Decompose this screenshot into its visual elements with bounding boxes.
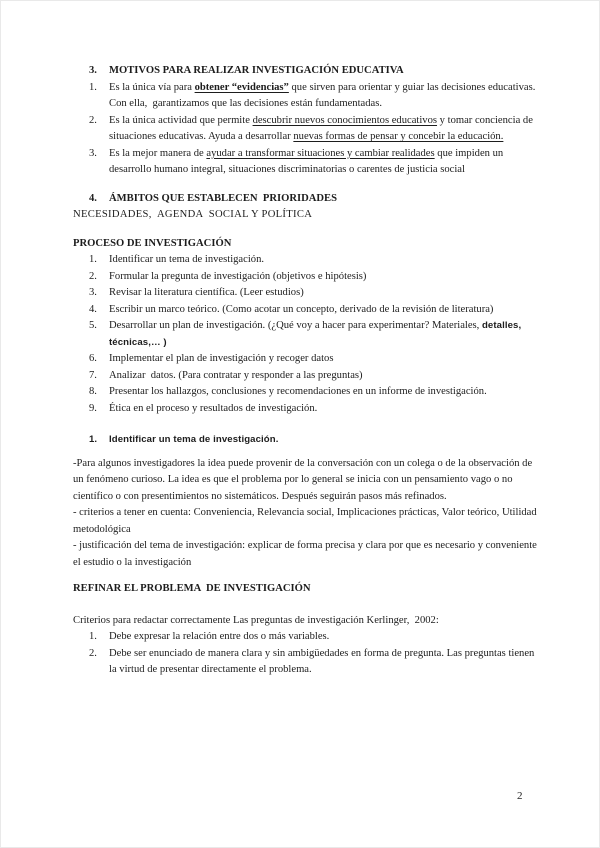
text-segment: que impiden un desarrollo humano integral, situaciones discriminatorias o carentes de justicia social xyxy=(109,147,506,175)
list-item-text xyxy=(109,285,538,302)
text-segment: Identificar un tema de investigación. xyxy=(109,254,265,265)
list-item-number: 1. xyxy=(89,254,97,265)
text-segment: Presentar los hallazgos, conclusiones y recomendaciones en un informe de investigación. xyxy=(109,386,487,397)
text-segment: ayudar a transformar situaciones y cambiar realidades xyxy=(206,147,435,159)
list-item xyxy=(89,368,538,385)
text-segment: Es la única actividad que permite xyxy=(109,114,253,126)
list-item-number: 3. xyxy=(89,287,97,298)
text-segment: Revisar la literatura científica. (Leer estudios) xyxy=(109,287,304,298)
list-item-text xyxy=(109,269,538,286)
list-item xyxy=(89,351,538,368)
text-segment: Desarrollar un plan de investigación. (¿Qué voy a hacer para experimentar? Materiales, xyxy=(109,320,482,331)
text-segment: detalles, técnicas,… ) xyxy=(109,320,525,348)
text-segment: MOTIVOS PARA REALIZAR INVESTIGACIÓN EDUCATIVA xyxy=(109,65,404,76)
text-segment: nuevas formas de pensar y concebir la educación. xyxy=(293,131,504,142)
list-item xyxy=(89,629,538,646)
heading-number: 3. xyxy=(89,65,97,76)
list-item xyxy=(89,80,538,113)
list-item-text xyxy=(109,318,538,351)
list-item-text xyxy=(109,113,538,146)
heading-text xyxy=(109,63,404,80)
text-segment: Ética en el proceso y resultados de investigación. xyxy=(109,402,318,414)
motivos-list xyxy=(73,80,538,179)
paragraph-idea-origen xyxy=(73,456,538,506)
list-item-number: 9. xyxy=(89,402,97,414)
list-item-number: 2. xyxy=(89,647,97,659)
list-item-text xyxy=(109,384,538,401)
document-content xyxy=(73,63,542,679)
ambitos-subtext xyxy=(73,207,538,224)
text-segment: que sirven para orientar y guiar las decisiones educativas. Con ella, garantizamos que las decisiones están fundamentadas. xyxy=(109,81,539,109)
list-item-number: 1. xyxy=(89,81,97,93)
text-segment: Analizar datos. (Para contratar y responder a las preguntas) xyxy=(109,369,363,381)
list-item-text xyxy=(109,401,538,418)
text-segment: REFINAR EL PROBLEMA DE INVESTIGACIÓN xyxy=(73,583,311,594)
section-heading-motivos xyxy=(89,63,538,80)
text-segment: Es la mejor manera de xyxy=(109,147,207,159)
list-item-number: 3. xyxy=(89,147,97,159)
text-segment: Debe expresar la relación entre dos o más variables. xyxy=(109,631,330,642)
list-item xyxy=(89,285,538,302)
page-number: 2 xyxy=(517,790,523,802)
text-segment: Identificar un tema de investigación. xyxy=(109,434,279,445)
text-segment: Formular la pregunta de investigación (objetivos e hipótesis) xyxy=(109,270,367,282)
paragraph-criterios xyxy=(73,505,542,538)
list-item-number: 2. xyxy=(89,114,97,126)
list-item-number: 2. xyxy=(89,270,97,282)
list-item xyxy=(89,113,538,146)
list-item-number: 1. xyxy=(89,631,97,642)
list-item xyxy=(89,252,538,269)
list-item-number: 6. xyxy=(89,353,97,364)
list-item-text xyxy=(109,629,538,646)
paragraph-criterios-redactar xyxy=(73,613,538,630)
list-item-number: 5. xyxy=(89,320,97,331)
text-segment: obtener “evidencias” xyxy=(194,81,289,93)
text-segment: - justificación del tema de investigación: explicar de forma precisa y clara por que es necesario y conveniente el estudio o la investigación xyxy=(73,540,540,568)
list-item-text xyxy=(109,252,538,269)
text-segment: -Para algunos investigadores la idea puede provenir de la conversación con un colega o de la observación de un fenómeno curioso. La idea es que el problema por lo general se inicia con un pensamiento vago o no científico o con presentimientos no sistemáticos. Después seguirán pasos más refinados. xyxy=(73,457,535,502)
text-segment: Criterios para redactar correctamente Las preguntas de investigación Kerlinger, 2002: xyxy=(73,614,439,626)
list-item xyxy=(89,401,538,418)
text-segment: Escribir un marco teórico. (Como acotar un concepto, derivado de la revisión de literatura) xyxy=(109,303,494,315)
text-segment: PROCESO DE INVESTIGACIÓN xyxy=(73,237,232,249)
text-segment: y tomar conciencia de situaciones educativas. Ayuda a desarrollar xyxy=(109,114,536,142)
heading-text xyxy=(109,432,279,449)
text-segment: NECESIDADES, AGENDA SOCIAL Y POLÍTICA xyxy=(73,209,313,220)
text-segment: - criterios a tener en cuenta: Conveniencia, Relevancia social, Implicaciones prácticas, Valor teórico, Utilidad metodológica xyxy=(73,507,542,535)
heading-number: 4. xyxy=(89,192,97,204)
list-item-text xyxy=(109,302,538,319)
text-segment: ÁMBITOS QUE ESTABLECEN PRIORIDADES xyxy=(109,192,338,204)
subheading-identificar-tema xyxy=(89,432,538,449)
text-segment: Es la única vía para xyxy=(109,81,195,93)
heading-proceso xyxy=(73,236,538,253)
list-item xyxy=(89,646,538,679)
heading-text xyxy=(109,191,337,208)
list-item-text xyxy=(109,351,538,368)
list-item-number: 7. xyxy=(89,369,97,381)
text-segment: descubrir nuevos conocimientos educativos xyxy=(252,114,438,126)
heading-refinar xyxy=(73,581,538,598)
list-item xyxy=(89,302,538,319)
proceso-list xyxy=(73,252,538,417)
list-item-text xyxy=(109,80,538,113)
list-item-number: 8. xyxy=(89,386,97,397)
list-item-text xyxy=(109,146,538,179)
list-item-text xyxy=(109,646,538,679)
paragraph-justificacion xyxy=(73,538,538,571)
list-item xyxy=(89,269,538,286)
refinar-list xyxy=(73,629,538,679)
text-segment: Implementar el plan de investigación y recoger datos xyxy=(109,353,334,364)
text-segment: Debe ser enunciado de manera clara y sin ambigüedades en forma de pregunta. Las preguntas tienen la virtud de presentar directamente el problema. xyxy=(109,647,537,675)
list-item xyxy=(89,318,538,351)
heading-number: 1. xyxy=(89,434,98,445)
section-heading-ambitos xyxy=(89,191,538,208)
list-item xyxy=(89,146,538,179)
list-item-text xyxy=(109,368,538,385)
list-item xyxy=(89,384,538,401)
list-item-number: 4. xyxy=(89,303,97,315)
